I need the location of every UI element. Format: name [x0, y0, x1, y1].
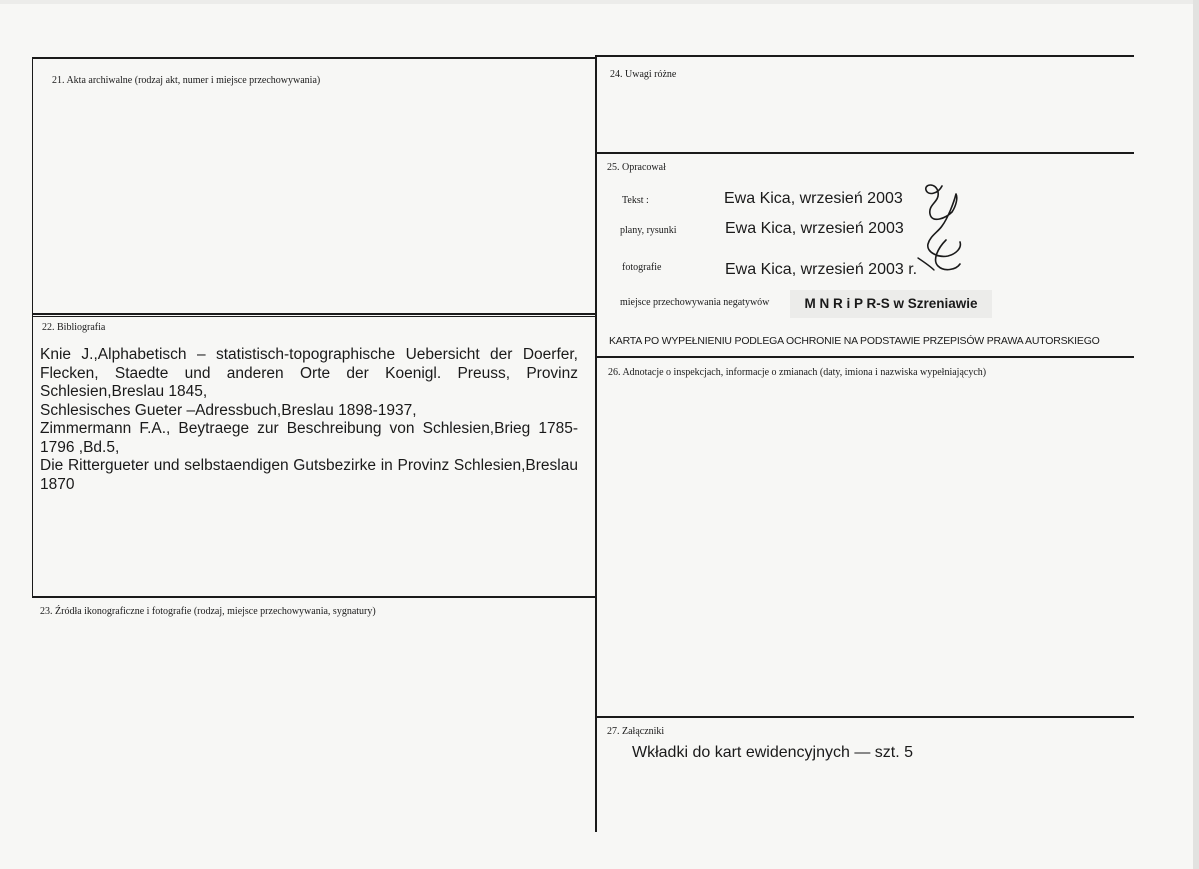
divider-top-right — [597, 55, 1134, 57]
attachments-value: Wkładki do kart ewidencyjnych — szt. 5 — [632, 744, 913, 761]
drawings-author-value: Ewa Kica, wrzesień 2003 — [725, 220, 904, 237]
divider-21-22-bottom — [32, 316, 597, 317]
scan-edge-right — [1193, 0, 1199, 869]
divider-21-22 — [32, 313, 597, 315]
bibliography-entry: Zimmermann F.A., Beytraege zur Beschreibung von Schlesien,Brieg 1785-1796 ,Bd.5, — [40, 420, 578, 456]
photos-author-value: Ewa Kica, wrzesień 2003 r. — [725, 261, 918, 278]
text-author-label: Tekst : — [622, 195, 649, 206]
bibliography-list — [40, 346, 578, 494]
copyright-notice: KARTA PO WYPEŁNIENIU PODLEGA OCHRONIE NA PODSTAWIE PRZEPISÓW PRAWA AUTORSKIEGO — [609, 335, 1100, 347]
bibliography-entry: Schlesisches Gueter –Adressbuch,Breslau 1898-1937, — [40, 401, 417, 419]
photos-author-label: fotografie — [622, 262, 662, 273]
divider-top-left — [32, 57, 597, 59]
section-25-label: 25. Opracował — [607, 162, 666, 173]
bibliography-entry: Knie J.,Alphabetisch – statistisch-topographische Uebersicht der Doerfer, Flecken, Staedte und anderen Orte der Koenigl. Preuss, Provinz Schlesien,Breslau 1845, — [40, 346, 578, 400]
scan-edge-top — [0, 0, 1199, 4]
text-author-value: Ewa Kica, wrzesień 2003 — [724, 190, 903, 207]
bibliography-entry: Die Rittergueter und selbstaendigen Gutsbezirke in Provinz Schlesien,Breslau 1870 — [40, 457, 578, 493]
section-23-label: 23. Źródła ikonograficzne i fotografie (rodzaj, miejsce przechowywania, sygnatury) — [40, 606, 376, 617]
section-26-label: 26. Adnotacje o inspekcjach, informacje o zmianach (daty, imiona i nazwiska wypełniających) — [608, 367, 987, 378]
negatives-location-label: miejsce przechowywania negatywów — [620, 297, 770, 308]
divider-26-27 — [597, 716, 1134, 718]
signature-icon — [898, 178, 970, 278]
divider-24-25 — [597, 152, 1134, 154]
section-22-label: 22. Bibliografia — [42, 322, 106, 333]
section-24-label: 24. Uwagi różne — [610, 69, 677, 80]
negatives-location-stamp: M N R i P R-S w Szreniawie — [790, 290, 992, 318]
left-border — [32, 57, 33, 597]
drawings-author-label: plany, rysunki — [620, 225, 677, 236]
section-21-label: 21. Akta archiwalne (rodzaj akt, numer i miejsce przechowywania) — [52, 75, 321, 86]
divider-25-26 — [597, 356, 1134, 358]
section-27-label: 27. Załączniki — [607, 726, 665, 737]
divider-22-23 — [32, 596, 597, 598]
